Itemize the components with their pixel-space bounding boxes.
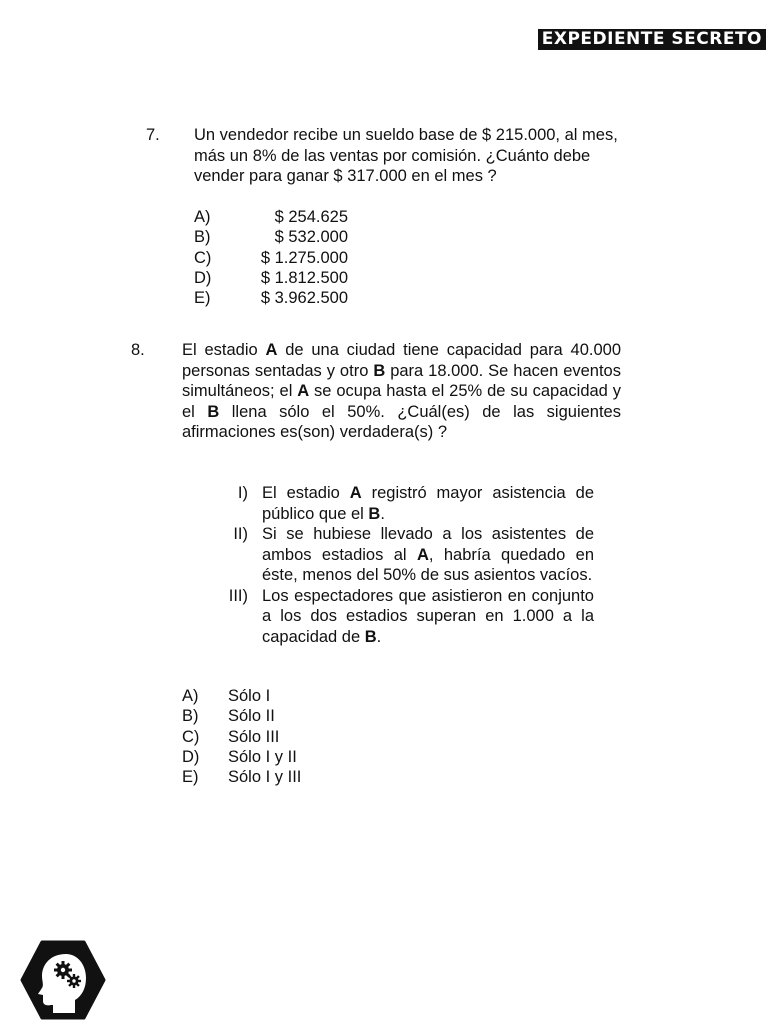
option-value: $ 3.962.500: [260, 289, 348, 308]
option-value: Sólo II: [228, 707, 275, 726]
options-list-q7: [194, 207, 348, 308]
option-letter: D): [182, 747, 200, 766]
statement-2: [212, 524, 594, 586]
options-list-q8: [182, 686, 324, 787]
bold-segment: A: [265, 341, 278, 359]
option-letter: E): [194, 289, 211, 308]
statement-text: Los espectadores que asistieron en conjunto a los dos estadios superan en 1.000 a la capacidad de B.: [262, 586, 594, 646]
option-d[interactable]: [194, 268, 348, 288]
option-letter: A): [182, 687, 199, 705]
option-value: $ 1.275.000: [260, 248, 348, 267]
option-value: Sólo I: [228, 687, 271, 705]
option-letter: B): [182, 707, 199, 726]
option-value: $ 532.000: [274, 228, 348, 247]
option-letter: D): [194, 268, 212, 287]
option-e[interactable]: [194, 288, 348, 308]
bold-segment: A: [297, 382, 310, 400]
text-segment: El estadio: [182, 341, 266, 359]
option-value: Sólo I y III: [228, 768, 302, 787]
option-value: $ 254.625: [274, 208, 348, 226]
question-number: 8.: [131, 341, 145, 359]
statements-list: [212, 483, 594, 647]
statement-1: [212, 483, 594, 524]
statement-text: Si se hubiese llevado a los asistentes de ambos estadios al A, habría quedado en éste, menos del 50% de sus asientos vacíos.: [262, 525, 594, 584]
statement-3: [212, 586, 594, 648]
option-b[interactable]: [182, 706, 324, 726]
statement-number: I): [237, 484, 248, 502]
option-value: Sólo I y II: [228, 747, 297, 766]
option-a[interactable]: [182, 686, 324, 706]
bold-segment: B: [207, 402, 220, 421]
option-c[interactable]: [194, 248, 348, 268]
option-a[interactable]: [194, 207, 348, 227]
statement-number: III): [228, 586, 248, 605]
bold-segment: B: [373, 361, 386, 380]
text-segment: para 18.000. Se hacen eventos simultáneos; el: [182, 361, 621, 400]
text-segment: llena sólo el 50%. ¿Cuál(es) de las siguientes afirmaciones es(son) verdadera(s) ?: [182, 402, 621, 441]
head-gears-icon: [20, 940, 106, 1020]
question-number: 7.: [146, 126, 160, 144]
option-letter: C): [182, 727, 200, 746]
option-d[interactable]: [182, 747, 324, 767]
option-e[interactable]: [182, 767, 324, 787]
statement-number: II): [233, 525, 248, 543]
option-value: $ 1.812.500: [260, 268, 348, 287]
text-segment: se ocupa hasta el 25% de su capacidad y el: [182, 382, 621, 421]
text-segment: de una ciudad tiene capacidad para 40.000 personas sentadas y otro: [182, 341, 622, 380]
question-text: [182, 340, 621, 443]
statement-text: El estadio A registró mayor asistencia de público que el B.: [262, 484, 594, 523]
option-letter: E): [182, 768, 199, 787]
question-text: Un vendedor recibe un sueldo base de $ 215.000, al mes, más un 8% de las ventas por comisión. ¿Cuánto debe vender para ganar $ 317.000 en el mes ?: [194, 126, 618, 185]
option-letter: B): [194, 228, 211, 247]
option-letter: A): [194, 208, 211, 226]
option-b[interactable]: [194, 227, 348, 247]
option-value: Sólo III: [228, 727, 280, 746]
brand-badge: EXPEDIENTE SECRETO: [538, 29, 766, 50]
option-letter: C): [194, 248, 212, 267]
option-c[interactable]: [182, 727, 324, 747]
